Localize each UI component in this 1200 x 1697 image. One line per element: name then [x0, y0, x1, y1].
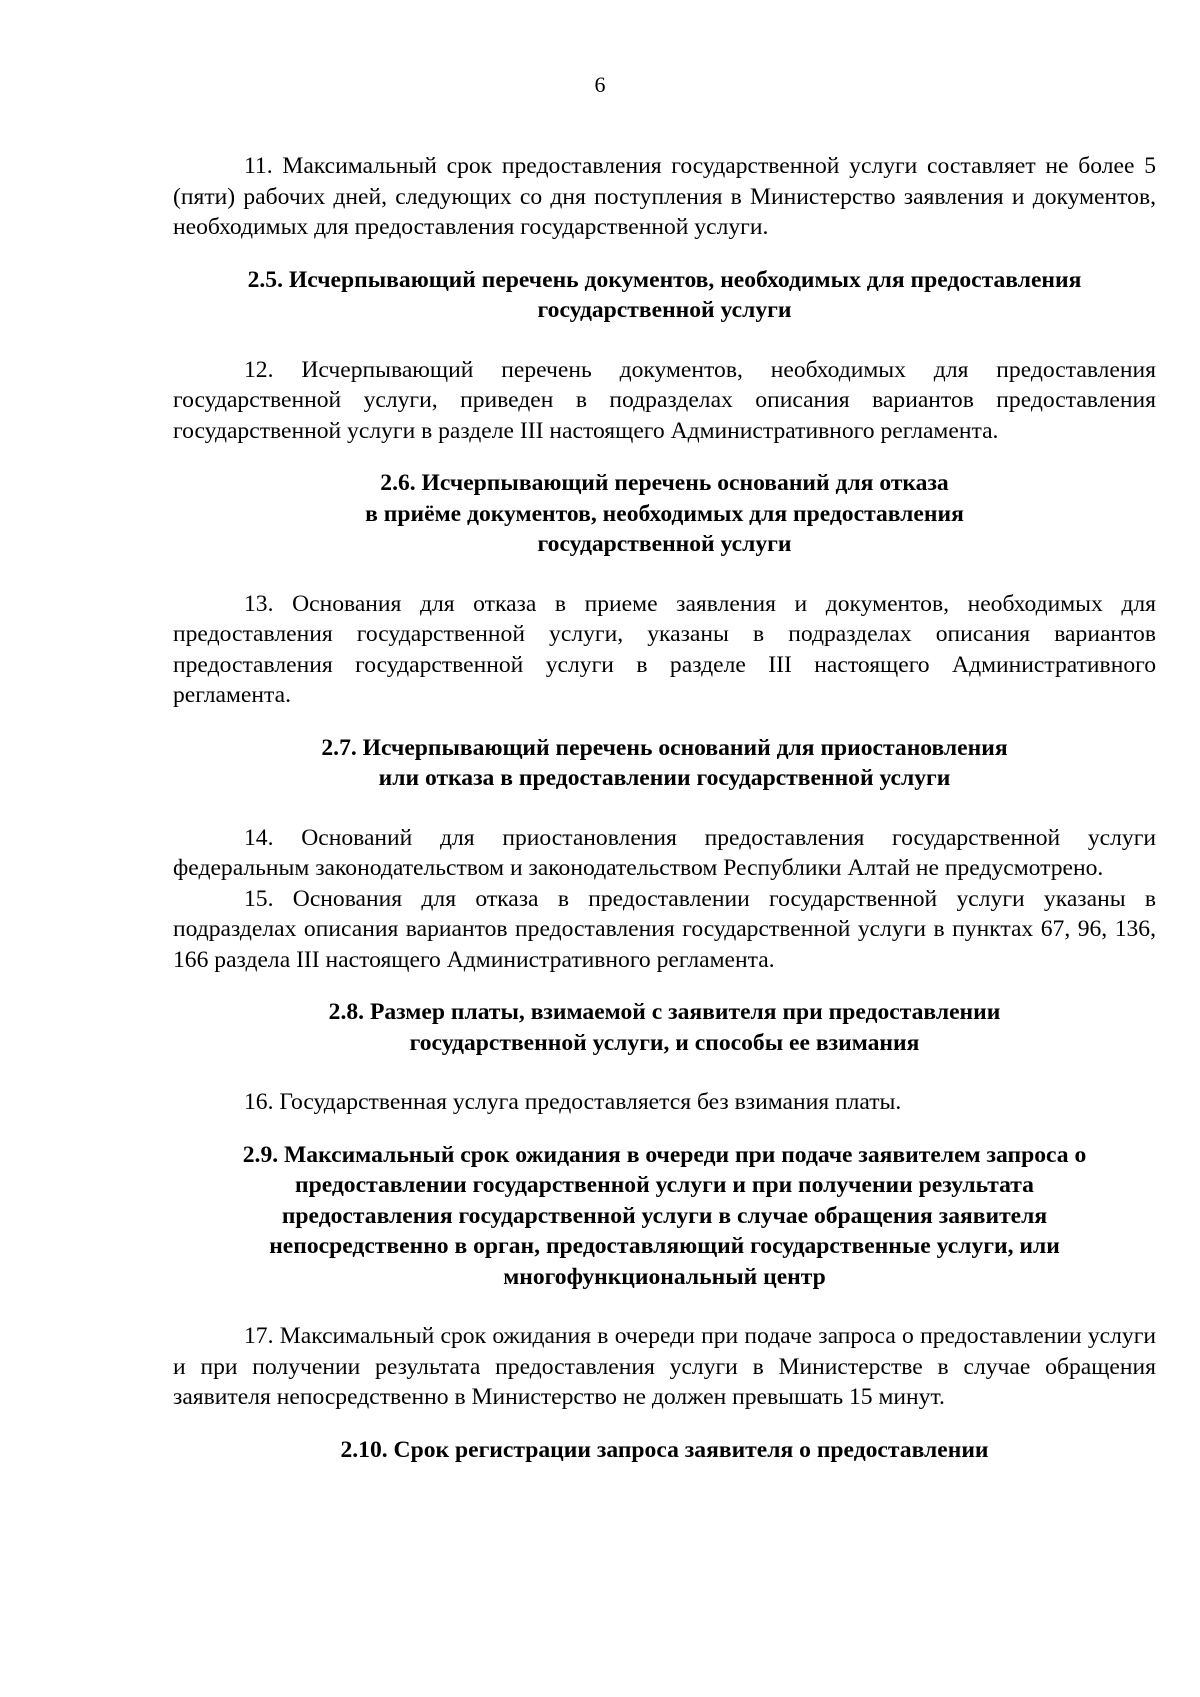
section-heading-2-7: [173, 733, 1156, 794]
heading-line: непосредственно в орган, предоставляющий государственные услуги, или: [269, 1233, 1060, 1259]
section-heading-2-8: [173, 997, 1156, 1058]
heading-line: в приёме документов, необходимых для предоставления: [365, 500, 964, 527]
paragraph-11: 11. Максимальный срок предоставления государственной услуги составляет не более 5 (пяти) рабочих дней, следующих со дня поступления в Министерство заявления и документов, необходимых для предоставления государственной услуги.: [173, 153, 1156, 240]
heading-line: многофункциональный центр: [503, 1263, 826, 1290]
heading-line: государственной услуги, и способы ее взимания: [409, 1029, 920, 1056]
section-heading-2-5: [173, 265, 1156, 326]
heading-line: государственной услуги: [537, 297, 792, 323]
heading-line: предоставления государственной услуги в случае обращения заявителя: [281, 1202, 1048, 1229]
paragraph-12: 12. Исчерпывающий перечень документов, необходимых для предоставления государственной услуги, приведен в подразделах описания вариантов предоставления государственной услуги в разделе III настоящего Административного регламента.: [173, 356, 1156, 444]
paragraph-14: 14. Оснований для приостановления предоставления государственной услуги федеральным законодательством и законодательством Республики Алтай не предусмотрено.: [173, 824, 1156, 881]
heading-line: 2.6. Исчерпывающий перечень оснований для отказа: [380, 470, 949, 496]
paragraph-13: 13. Основания для отказа в приеме заявления и документов, необходимых для предоставления государственной услуги, указаны в подразделах описания вариантов предоставления государственной услуги в разделе III настоящего Административного регламента.: [173, 590, 1156, 708]
heading-line: 2.7. Исчерпывающий перечень оснований для приостановления: [321, 734, 1008, 761]
section-heading-2-9: [173, 1140, 1156, 1293]
heading-line: 2.9. Максимальный срок ожидания в очереди при подаче заявителем запроса о: [242, 1141, 1087, 1168]
heading-line: 2.8. Размер платы, взимаемой с заявителя при предоставлении: [328, 999, 1001, 1025]
heading-line: предоставлении государственной услуги и при получении результата: [295, 1172, 1034, 1198]
paragraph-16: 16. Государственная услуга предоставляется без взимания платы.: [244, 1089, 902, 1115]
paragraph-17: 17. Максимальный срок ожидания в очереди при подаче запроса о предоставлении услуги и при получении результата предоставления услуги в Министерстве в случае обращения заявителя непосредственно в Министерство не должен превышать 15 минут.: [173, 1323, 1156, 1410]
heading-line: 2.10. Срок регистрации запроса заявителя о предоставлении: [340, 1436, 989, 1463]
heading-line: государственной услуги: [537, 531, 792, 557]
page-number: 6: [594, 72, 606, 97]
section-heading-2-6: [173, 468, 1156, 560]
document-body: [173, 151, 1156, 1465]
paragraph-15: 15. Основания для отказа в предоставлении государственной услуги указаны в подразделах описания вариантов предоставления государственной услуги в пунктах 67, 96, 136, 166 раздела III настоящего Административного регламента.: [173, 885, 1156, 973]
heading-line: 2.5. Исчерпывающий перечень документов, необходимых для предоставления: [247, 266, 1082, 293]
heading-line: или отказа в предоставлении государственной услуги: [378, 765, 951, 791]
section-heading-2-10: [173, 1435, 1156, 1466]
